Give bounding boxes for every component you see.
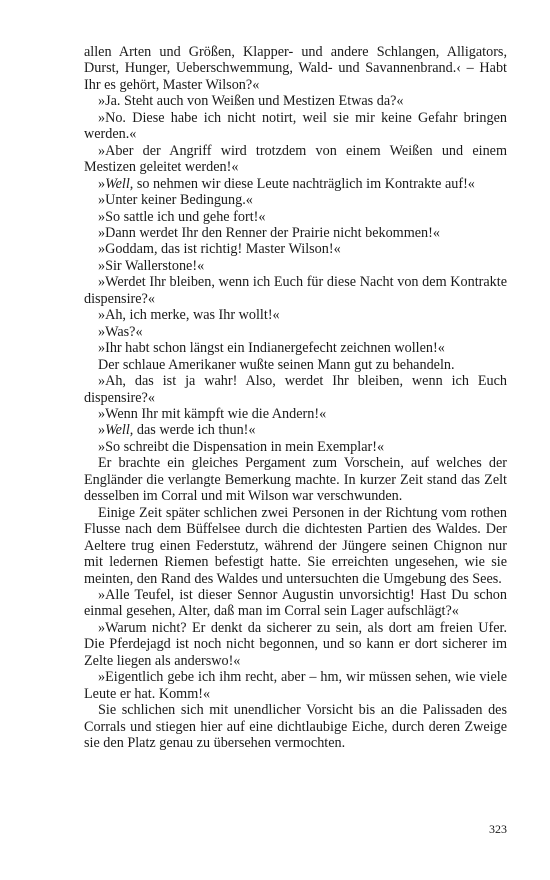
paragraph — [84, 373, 507, 406]
text-run: »Aber der Angriff wird trotzdem von einem Weißen und einem Mestizen geleitet werden!« — [84, 142, 507, 176]
text-run: »Wenn Ihr mit kämpft wie die Andern!« — [98, 405, 327, 422]
text-run: das werde ich thun!« — [133, 422, 256, 439]
paragraph — [84, 143, 507, 176]
paragraph — [84, 406, 507, 422]
text-run: »No. Diese habe ich nicht notirt, weil sie mir keine Gefahr bringen werden.« — [84, 109, 507, 143]
paragraph — [84, 225, 507, 241]
text-run: »Sir Wallerstone!« — [98, 257, 205, 274]
text-run: »Ah, das ist ja wahr! Also, werdet Ihr bleiben, wenn ich Euch dispensire?« — [84, 373, 507, 406]
paragraph — [84, 620, 507, 669]
text-run: »Was?« — [98, 323, 143, 340]
text-run: » — [98, 175, 106, 192]
text-run: »Ah, ich merke, was Ihr wollt!« — [98, 307, 280, 324]
paragraph — [84, 274, 507, 307]
text-run: Er brachte ein gleiches Pergament zum Vorschein, auf welches der Engländer die verlangte Bemerkung machte. In kurzer Zeit stand das Zelt desselben im Corral und mit Wilson war verschwunden. — [84, 455, 507, 505]
text-run: »Werdet Ihr bleiben, wenn ich Euch für diese Nacht von dem Kontrakte dispensire?« — [84, 274, 507, 307]
text-run: so nehmen wir diese Leute nachträglich im Kontrakte auf!« — [133, 175, 475, 192]
paragraph — [84, 439, 507, 455]
text-run: »So sattle ich und gehe fort!« — [98, 208, 266, 225]
text-run: »Eigentlich gebe ich ihm recht, aber – hm, wir müssen sehen, wie viele Leute er hat. Komm!« — [84, 669, 507, 702]
text-run: »Goddam, das ist richtig! Master Wilson!« — [98, 241, 341, 258]
paragraph — [84, 357, 507, 373]
text-run: »So schreibt die Dispensation in mein Exemplar!« — [98, 438, 385, 455]
paragraph — [84, 307, 507, 323]
text-run: »Ja. Steht auch von Weißen und Mestizen Etwas da?« — [98, 93, 404, 110]
text-run: » — [98, 422, 106, 439]
text-run: »Unter keiner Bedingung.« — [98, 192, 253, 209]
page-number: 323 — [489, 822, 507, 836]
paragraph — [84, 587, 507, 620]
text-run: Der schlaue Amerikaner wußte seinen Mann gut zu behandeln. — [98, 356, 455, 373]
paragraph — [84, 209, 507, 225]
paragraph — [84, 44, 507, 93]
text-run: allen Arten und Größen, Klapper- und andere Schlangen, Alligators, Durst, Hunger, Ueberschwemmung, Wald- und Savannenbrand.‹ – Habt Ihr es gehört, Master Wilson?« — [84, 44, 507, 93]
text-run: Sie schlichen sich mit unendlicher Vorsicht bis an die Palissaden des Corrals und stiegen hier auf eine dichtlaubige Eiche, durch deren Zweige sie den Platz genau zu übersehen vermochten. — [84, 702, 507, 752]
paragraph — [84, 669, 507, 702]
text-run: Einige Zeit später schlichen zwei Personen in der Richtung vom rothen Flusse nach dem Büffelsee durch die dichtesten Partien des Waldes. Der Aeltere trug einen Federstutz, während der Jüngere seinen Chignon nur mit ledernen Riemen befestigt hatte. Sie erreichten ungesehen, wie sie meinten, den Rand des Waldes und untersuchten die Umgebung des Sees. — [84, 504, 507, 587]
paragraph — [84, 422, 507, 438]
paragraph — [84, 455, 507, 504]
paragraph — [84, 324, 507, 340]
text-run: »Alle Teufel, ist dieser Sennor Augustin unvorsichtig! Hast Du schon einmal gesehen, Alter, daß man im Corral sein Lager aufschlägt?« — [84, 586, 507, 620]
paragraph — [84, 192, 507, 208]
text-run: »Warum nicht? Er denkt da sicherer zu sein, als dort am freien Ufer. Die Pferdejagd ist noch nicht begonnen, und so kann er dort sicherer im Zelte liegen als anderswo!« — [84, 619, 507, 669]
paragraph — [84, 258, 507, 274]
paragraph — [84, 241, 507, 257]
paragraph — [84, 93, 507, 109]
paragraph — [84, 110, 507, 143]
italic-text: Well, — [105, 175, 134, 192]
page-body — [84, 44, 507, 751]
paragraph — [84, 176, 507, 192]
text-run: »Dann werdet Ihr den Renner der Prairie nicht bekommen!« — [98, 224, 440, 241]
paragraph — [84, 505, 507, 587]
text-run: »Ihr habt schon längst ein Indianergefecht zeichnen wollen!« — [98, 340, 445, 357]
italic-text: Well, — [105, 422, 134, 439]
paragraph — [84, 340, 507, 356]
paragraph — [84, 702, 507, 751]
